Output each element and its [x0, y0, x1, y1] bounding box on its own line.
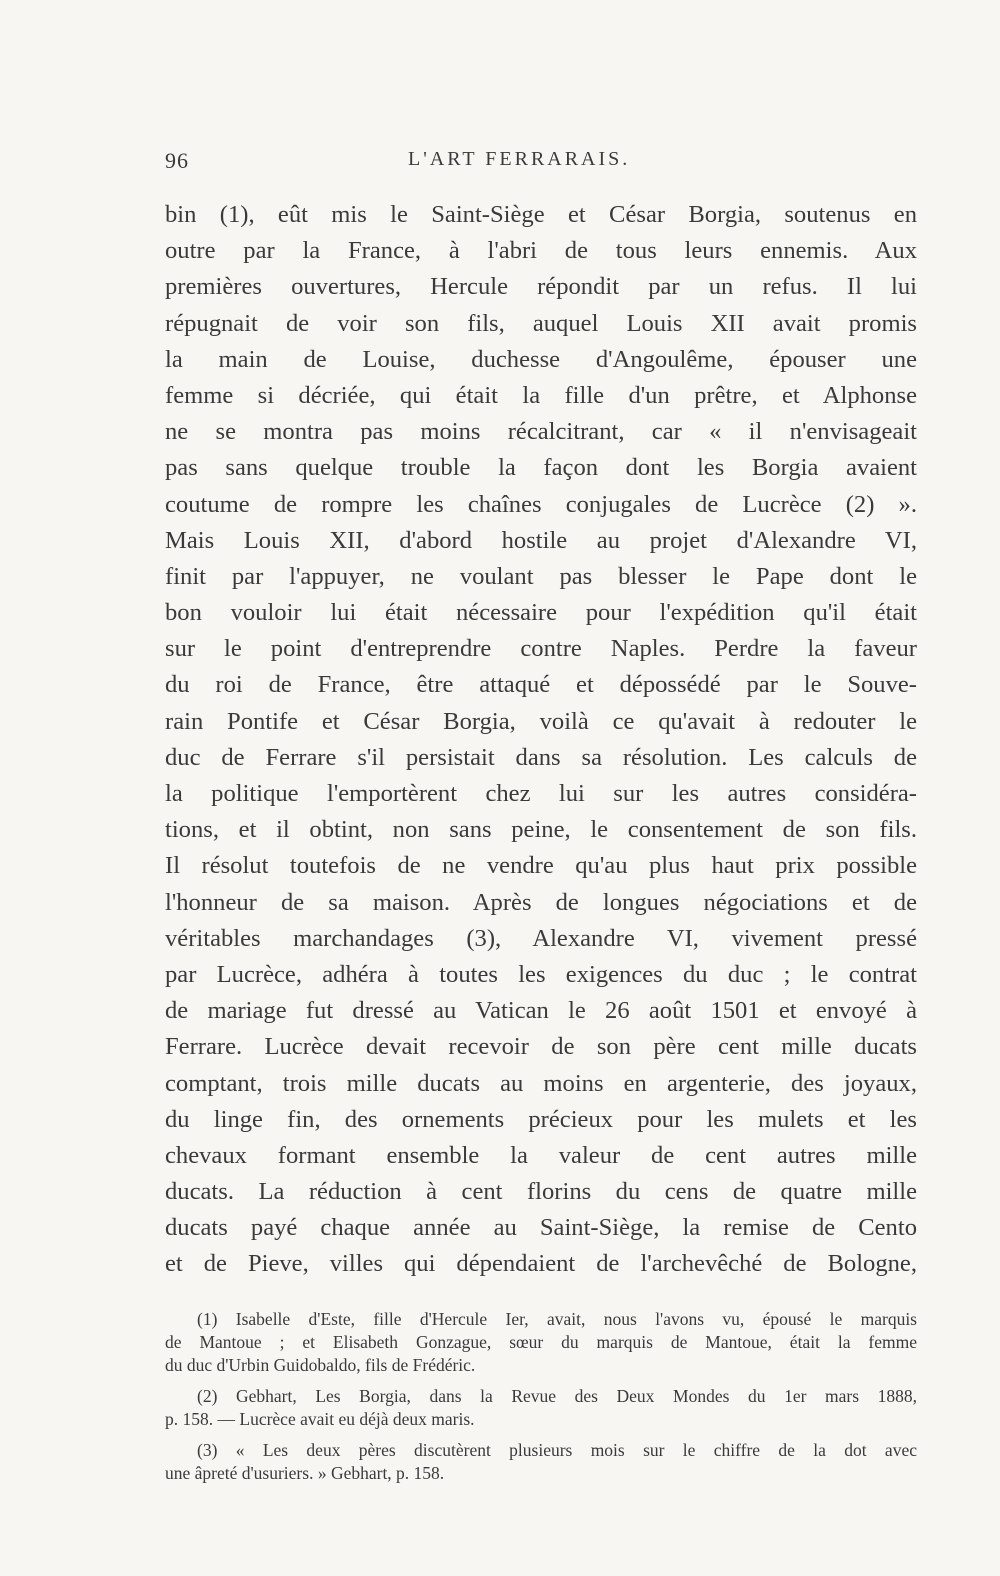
text-line: duc de Ferrare s'il persistait dans sa résolution. Les calculs de — [165, 743, 917, 771]
footnote-line: une âpreté d'usuriers. » Gebhart, p. 158. — [165, 1463, 445, 1483]
text-line: par Lucrèce, adhéra à toutes les exigences du duc ; le contrat — [165, 960, 917, 988]
footnotes — [165, 1308, 917, 1485]
text-line: Ferrare. Lucrèce devait recevoir de son père cent mille ducats — [165, 1033, 917, 1061]
text-line: coutume de rompre les chaînes conjugales de Lucrèce (2) ». — [165, 490, 917, 518]
running-head: L'ART FERRARAIS. — [408, 148, 631, 170]
text-line: bon vouloir lui était nécessaire pour l'expédition qu'il était — [165, 599, 917, 627]
text-line: du roi de France, être attaqué et dépossédé par le Souve- — [165, 671, 917, 699]
footnote-line: (1) Isabelle d'Este, fille d'Hercule Ier, avait, nous l'avons vu, épousé le marquis — [197, 1309, 917, 1329]
text-line: véritables marchandages (3), Alexandre VI, vivement pressé — [165, 924, 917, 952]
text-line: bin (1), eût mis le Saint-Siège et César Borgia, soutenus en — [165, 201, 917, 228]
footnote-1 — [165, 1308, 917, 1377]
text-line: Mais Louis XII, d'abord hostile au projet d'Alexandre VI, — [165, 526, 917, 554]
text-line: sur le point d'entreprendre contre Naples. Perdre la faveur — [165, 635, 917, 663]
text-line: chevaux formant ensemble la valeur de cent autres mille — [165, 1141, 917, 1169]
text-line: ne se montra pas moins récalcitrant, car « il n'envisageait — [165, 418, 917, 446]
text-line: premières ouvertures, Hercule répondit par un refus. Il lui — [165, 273, 917, 301]
text-line: l'honneur de sa maison. Après de longues négociations et de — [165, 888, 917, 916]
text-line: la politique l'emportèrent chez lui sur les autres considéra- — [165, 780, 917, 807]
text-line: outre par la France, à l'abri de tous leurs ennemis. Aux — [165, 237, 917, 265]
text-line: de mariage fut dressé au Vatican le 26 août 1501 et envoyé à — [165, 997, 917, 1025]
page-header — [165, 148, 917, 178]
text-line: Il résolut toutefois de ne vendre qu'au plus haut prix possible — [165, 852, 917, 880]
body-text — [165, 197, 917, 1283]
page-number: 96 — [165, 148, 189, 173]
footnote-2 — [165, 1385, 917, 1431]
footnote-line: du duc d'Urbin Guidobaldo, fils de Frédéric. — [165, 1355, 476, 1375]
text-line: ducats payé chaque année au Saint-Siège, la remise de Cento — [165, 1214, 917, 1242]
footnote-3 — [165, 1439, 917, 1485]
text-line: ducats. La réduction à cent florins du cens de quatre mille — [165, 1178, 917, 1206]
text-line: la main de Louise, duchesse d'Angoulême, épouser une — [165, 345, 917, 373]
text-line: femme si décriée, qui était la fille d'un prêtre, et Alphonse — [165, 381, 917, 409]
text-line: pas sans quelque trouble la façon dont les Borgia avaient — [165, 454, 917, 482]
text-line: du linge fin, des ornements précieux pour les mulets et les — [165, 1105, 917, 1133]
text-line: rain Pontife et César Borgia, voilà ce qu'avait à redouter le — [165, 707, 917, 735]
text-line: tions, et il obtint, non sans peine, le consentement de son fils. — [165, 816, 917, 844]
footnote-line: (3) « Les deux pères discutèrent plusieurs mois sur le chiffre de la dot avec — [197, 1440, 917, 1460]
footnote-line: (2) Gebhart, Les Borgia, dans la Revue des Deux Mondes du 1er mars 1888, — [197, 1386, 917, 1406]
text-line: finit par l'appuyer, ne voulant pas blesser le Pape dont le — [165, 562, 917, 590]
text-line: comptant, trois mille ducats au moins en argenterie, des joyaux, — [165, 1069, 917, 1097]
footnote-line: de Mantoue ; et Elisabeth Gonzague, sœur du marquis de Mantoue, était la femme — [165, 1332, 917, 1352]
text-line: répugnait de voir son fils, auquel Louis XII avait promis — [165, 309, 917, 337]
footnote-line: p. 158. — Lucrèce avait eu déjà deux maris. — [165, 1409, 475, 1429]
text-line: et de Pieve, villes qui dépendaient de l'archevêché de Bologne, — [165, 1250, 917, 1278]
